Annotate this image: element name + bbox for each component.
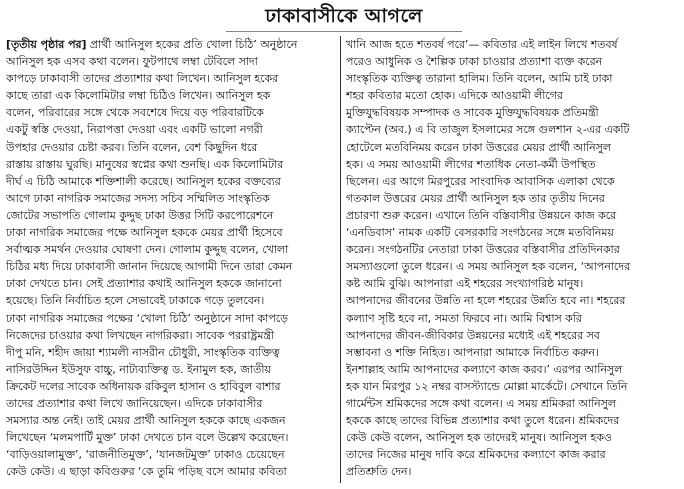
article-line: চিঠির মধ্য দিয়ে ঢাকাবাসী জানান দিয়েছে আগামী দিনে তারা কেমন bbox=[6, 260, 293, 274]
article-line: উপহার দেওয়ার চেষ্টা করব। তিনি বলেন, বেশ কিছুদিন ধরে bbox=[6, 140, 258, 154]
article-line: কাপড়ে ঢাকাবাসী তাদের প্রত্যাশার কথা লিখেন। আনিসুল হকের bbox=[6, 72, 279, 86]
continuation-marker: [তৃতীয় পৃষ্ঠার পর] bbox=[6, 38, 87, 51]
article-line: ‘এনডিবাস’ নামক একটি বেসরকারি সংগঠনের সঙ্গে মতবিনিময় bbox=[346, 226, 614, 240]
article-line: দীপু মনি, শহীদ জায়া শ্যামলী নাসরীন চৌধুরী, সাংস্কৃতিক ব্যক্তিত্ব bbox=[6, 345, 280, 359]
article-line: গতকাল উত্তরের মেয়র প্রার্থী আনিসুল হক তার তৃতীয় দিনের bbox=[346, 191, 605, 205]
article-line: একটু স্বস্তি দেওয়া, নিরাপত্তা দেওয়া এবং একটি ভালো নগরী bbox=[6, 123, 263, 137]
article-line: দীর্ঘ এ চিঠি আমাকে শক্তিশালী করেছে। আনিসুল হকের বক্তব্যের bbox=[6, 174, 281, 188]
article-line: পরেও আধুনিক ও শৈল্পিক ঢাকা চাওয়ার প্রত্যাশা ব্যক্ত করেন bbox=[346, 55, 603, 69]
article-line: হয়েছে। তিনি নির্বাচিত হলে সেভাবেই ঢাকাকে গড়ে তুলবেন। bbox=[6, 294, 265, 308]
article-paragraph-left bbox=[6, 36, 336, 480]
article-line bbox=[6, 36, 336, 53]
article-line: ইনশাল্লাহ আমি আপনাদের কল্যাণে কাজ করব।’ এরপর আনিসুল bbox=[346, 362, 623, 376]
article-line: তাদের প্রত্যাশার কথা লিখে জানিয়েছেন। এদিকে ঢাকাবাসীর bbox=[6, 396, 263, 410]
article-line: লিখেছেন ‘মলমপার্টি মুক্ত’ ঢাকা দেখতে চান বলে উল্লেখ করেছেন। bbox=[6, 431, 289, 445]
article-line: মুক্তিযুদ্ধবিষয়ক সম্পাদক ও সাবেক মুক্তিযুদ্ধবিষয়ক প্রতিমন্ত্রী bbox=[346, 106, 599, 120]
article-line: ক্যাপ্টেন (অব.) এ বি তাজুল ইসলামের সঙ্গে গুলশান ২-এর একটি bbox=[346, 123, 630, 137]
article-line: ক্রিকেট দলের সাবেক অধিনায়ক রকিবুল হাসান ও হাবিবুল বাশার bbox=[6, 379, 281, 393]
article-line: জোটের সভাপতি গোলাম কুদ্দুছ ঢাকা উত্তর সিটি করপোরেশনে bbox=[6, 208, 274, 222]
article-paragraph-right bbox=[346, 36, 678, 480]
headline: ঢাকাবাসীকে আগলে bbox=[226, 4, 462, 32]
article-line: সাংস্কৃতিক ব্যক্তিত্ব তারানা হালিম। তিনি বলেন, আমি চাই ঢাকা bbox=[346, 72, 613, 86]
article-line: নিজেদের চাওয়ার কথা লিখছেন নাগরিকরা। সাবেক পররাষ্ট্রমন্ত্রী bbox=[6, 328, 275, 342]
article-line: কাছে তারা এক কিলোমিটার লম্বা চিঠিও লিখেন। আনিসুল হক bbox=[6, 89, 271, 103]
article-line: সমস্যাগুলো তুলে ধরেন। এ সময় আনিসুল হক বলেন, ‘আপনাদের bbox=[346, 260, 631, 274]
column-divider bbox=[340, 36, 341, 483]
article-line: ঢাকা নাগরিক সমাজের পক্ষের ‘খোলা চিঠি’ অনুষ্ঠানে সাদা কাপড়ে bbox=[6, 311, 288, 325]
article-line: হক যান মিরপুর ১২ নম্বর বাসস্ট্যান্ডে মোল্লা মার্কেটে। সেখানে তিনি bbox=[346, 379, 628, 393]
article-line: করেন। সংগঠনটির নেতারা ঢাকা উত্তরের বস্তিবাসীর প্রতিদিনকার bbox=[346, 243, 620, 257]
article-line: প্রতিশ্রুতি দেন। bbox=[346, 465, 412, 479]
article-line: আগে ঢাকা নাগরিক সমাজের সদস্য সচিব সম্মিলিত সাংস্কৃতিক bbox=[6, 191, 270, 205]
article-line: রাস্তায় রাস্তায় ঘুরছি। মানুষের স্বপ্নের কথা শুনছি। এক কিলোমিটার bbox=[6, 157, 284, 171]
article-line: সমস্যার অন্ত নেই। তাই মেয়র প্রার্থী আনিসুল হককে কাছে একজন bbox=[6, 414, 286, 428]
article-line: হোটেলে মতবিনিময় করেন ঢাকা উত্তরের মেয়র প্রার্থী আনিসুল bbox=[346, 140, 611, 154]
article-line: সম্ভাবনা ও শক্তি নিহিত। আপনারা আমাকে নির্বাচিত করুন। bbox=[346, 345, 599, 359]
article-line: ‘বাড়িওয়ালামুক্ত’, ‘রাজনীতিমুক্ত’, ‘যানজটমুক্ত’ ঢাকাও চেয়েছেন bbox=[6, 448, 285, 462]
article-line: কেউ কেউ বলেন, আনিসুল হক তাদেরই মানুষ। আনিসুল হকও bbox=[346, 431, 612, 445]
article-line: বলেন, পরিবারের সঙ্গে থেকে সবশেষে দিয়ে বড় পরিবারটিকে bbox=[6, 106, 264, 120]
article-line: ঢাকা নাগরিক সমাজের পক্ষে আনিসুল হককে মেয়র প্রার্থী হিসেবে bbox=[6, 226, 283, 240]
article-line: প্রচারণা শুরু করেন। এখানে তিনি বস্তিবাসীর উন্নয়নে কাজ করে bbox=[346, 208, 617, 222]
article-line: গার্মেন্টস শ্রমিকদের সঙ্গে কথা বলেন। এ সময় শ্রমিকরা আনিসুল bbox=[346, 396, 616, 410]
article-line: আপনাদের জীবনের উন্নতি না হলে শহরের উন্নতি হবে না। শহরের bbox=[346, 294, 626, 308]
article-line: খানি আজ হতে শতবর্ষ পরে’— কবিতার এই লাইন লিখে শতবর্ষ bbox=[346, 38, 618, 51]
article-line: শহর কবিতার মতো হোক। এদিকে আওয়ামী লীগের bbox=[346, 89, 563, 103]
article-column-left bbox=[6, 36, 336, 485]
article-line: কেউ কেউ। এ ছাড়া কবিগুরুর ‘কে তুমি পড়িছ বসে আমার কবিতা bbox=[6, 465, 287, 479]
article-line: সর্বাত্মক সমর্থন দেওয়ার ঘোষণা দেন। গোলাম কুদ্দুছ বলেন, খোলা bbox=[6, 243, 289, 257]
article-line: ঢাকা দেখতে চান। সেই প্রত্যাশার কথাই আনিসুল হককে জানানো bbox=[6, 277, 282, 291]
article-line-text: প্রার্থী আনিসুল হকের প্রতি খোলা চিঠি’ অনুষ্ঠানে bbox=[86, 38, 298, 51]
article-line: তাদের নিজের মানুষ দাবি করে শ্রমিকদের কল্যাণে কাজ করার bbox=[346, 448, 606, 462]
article-line: হক। এ সময় আওয়ামী লীগের শতাধিক নেতা-কর্মী উপস্থিত bbox=[346, 157, 596, 171]
article-line: নাসিরউদ্দিন ইউসুফ বাচ্চু, নাট্যব্যক্তিত্ব ড. ইনামুল হক, জাতীয় bbox=[6, 362, 271, 376]
article-column-right bbox=[346, 36, 678, 485]
article-line: আনিসুল হক এসব কথা বলেন। ফুটপাথে লম্বা টেবিলে সাদা bbox=[6, 55, 258, 69]
article-line: হককে কাছে তাদের বিভিন্ন প্রত্যাশার কথা তুলে ধরেন। শ্রমিকদের bbox=[346, 414, 620, 428]
article-line: কষ্ট আমি বুঝি। আপনারা এই শহরের সংখ্যাগরিষ্ঠ মানুষ। bbox=[346, 277, 584, 291]
article-line: ছিলেন। এর আগে মিরপুরের সাংবাদিক আবাসিক এলাকা থেকে bbox=[346, 174, 615, 188]
article-line: কল্যাণ সৃষ্টি হবে না, সমতা ফিরবে না। আমি বিশ্বাস করি bbox=[346, 311, 582, 325]
article-line: আপনাদের জীবন-জীবিকার উন্নয়নের মধ্যেই এই শহরের সব bbox=[346, 328, 600, 342]
